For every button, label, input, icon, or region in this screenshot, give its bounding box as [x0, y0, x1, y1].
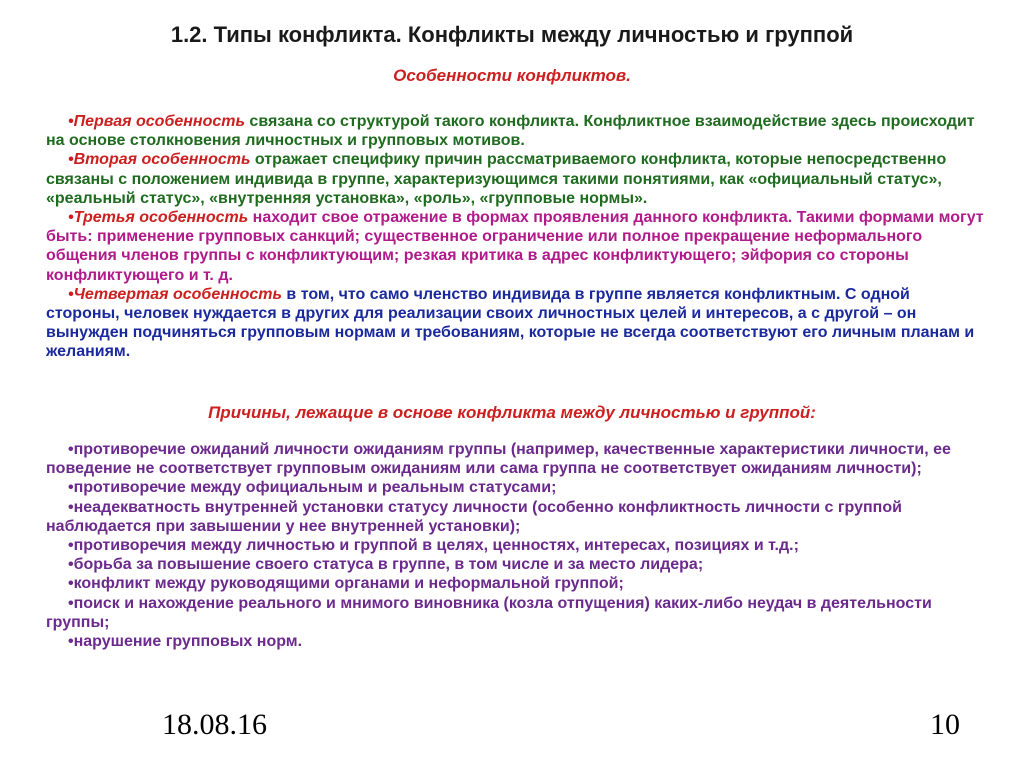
feature-text: находит свое отражение в формах проявления данного конфликта. Такими формами могут быть: применение групповых санкций; существенное ограничение или полное прекращение неформального общения членов группы с конфликтующим; резкая критика в адрес конфликтующего; эйфория со стороны конфликтующего и т. д. [46, 209, 984, 284]
slide-title: 1.2. Типы конфликта. Конфликты между личностью и группой [170, 22, 854, 47]
feature-paragraph [46, 112, 986, 150]
cause-item: •неадекватность внутренней установки статусу личности (особенно конфликтность личности с группой наблюдается при завышении у нее внутренней установки); [46, 498, 902, 535]
feature-paragraph [46, 208, 986, 285]
feature-text: в том, что само членство индивида в группе является конфликтным. С одной стороны, человек нуждается в других для реализации своих личностных целей и интересов, а с другой – он вынужден подчиняться групповым нормам и требованиям, которые не всегда соответствуют его личным планам и желаниям. [46, 285, 975, 361]
cause-item: •поиск и нахождение реального и мнимого виновника (козла отпущения) каких-либо неудач в деятельности группы; [46, 594, 932, 631]
features-heading: Особенности конфликтов. [393, 66, 631, 85]
feature-lead: •Третья особенность [68, 209, 249, 227]
feature-lead: •Вторая особенность [68, 151, 251, 169]
feature-lead: •Четвертая особенность [68, 285, 282, 303]
cause-item: •противоречие ожиданий личности ожиданиям группы (например, качественные характеристики личности, ее поведение не соответствует групповым ожиданиям или сама группа не соответствует ожиданиям личности); [46, 441, 951, 478]
cause-item: •нарушение групповых норм. [68, 633, 303, 651]
feature-paragraph [46, 285, 986, 362]
cause-item: •конфликт между руководящими органами и неформальной группой; [68, 575, 624, 593]
slide-date: 18.08.16 [162, 708, 267, 741]
features-block [46, 112, 986, 362]
feature-text: связана со структурой такого конфликта. Конфликтное взаимодействие здесь происходит на основе столкновения личностных и групповых мотивов. [46, 113, 975, 150]
causes-heading: Причины, лежащие в основе конфликта между личностью и группой: [208, 403, 816, 422]
slide-number: 10 [930, 708, 960, 741]
feature-paragraph [46, 150, 986, 208]
cause-item: •противоречие между официальным и реальным статусами; [68, 479, 557, 497]
feature-text: отражает специфику причин рассматриваемого конфликта, которые непосредственно связаны с положением индивида в группе, характеризующимся такими понятиями, как «официальный статус», «реальный статус», «внутренняя установка», «роль», «групповые нормы». [46, 151, 947, 207]
feature-lead: •Первая особенность [68, 113, 245, 130]
cause-item: •борьба за повышение своего статуса в группе, в том числе и за место лидера; [68, 556, 704, 574]
cause-item: •противоречия между личностью и группой в целях, ценностях, интересах, позициях и т.д.; [68, 537, 799, 555]
causes-list [46, 440, 986, 651]
